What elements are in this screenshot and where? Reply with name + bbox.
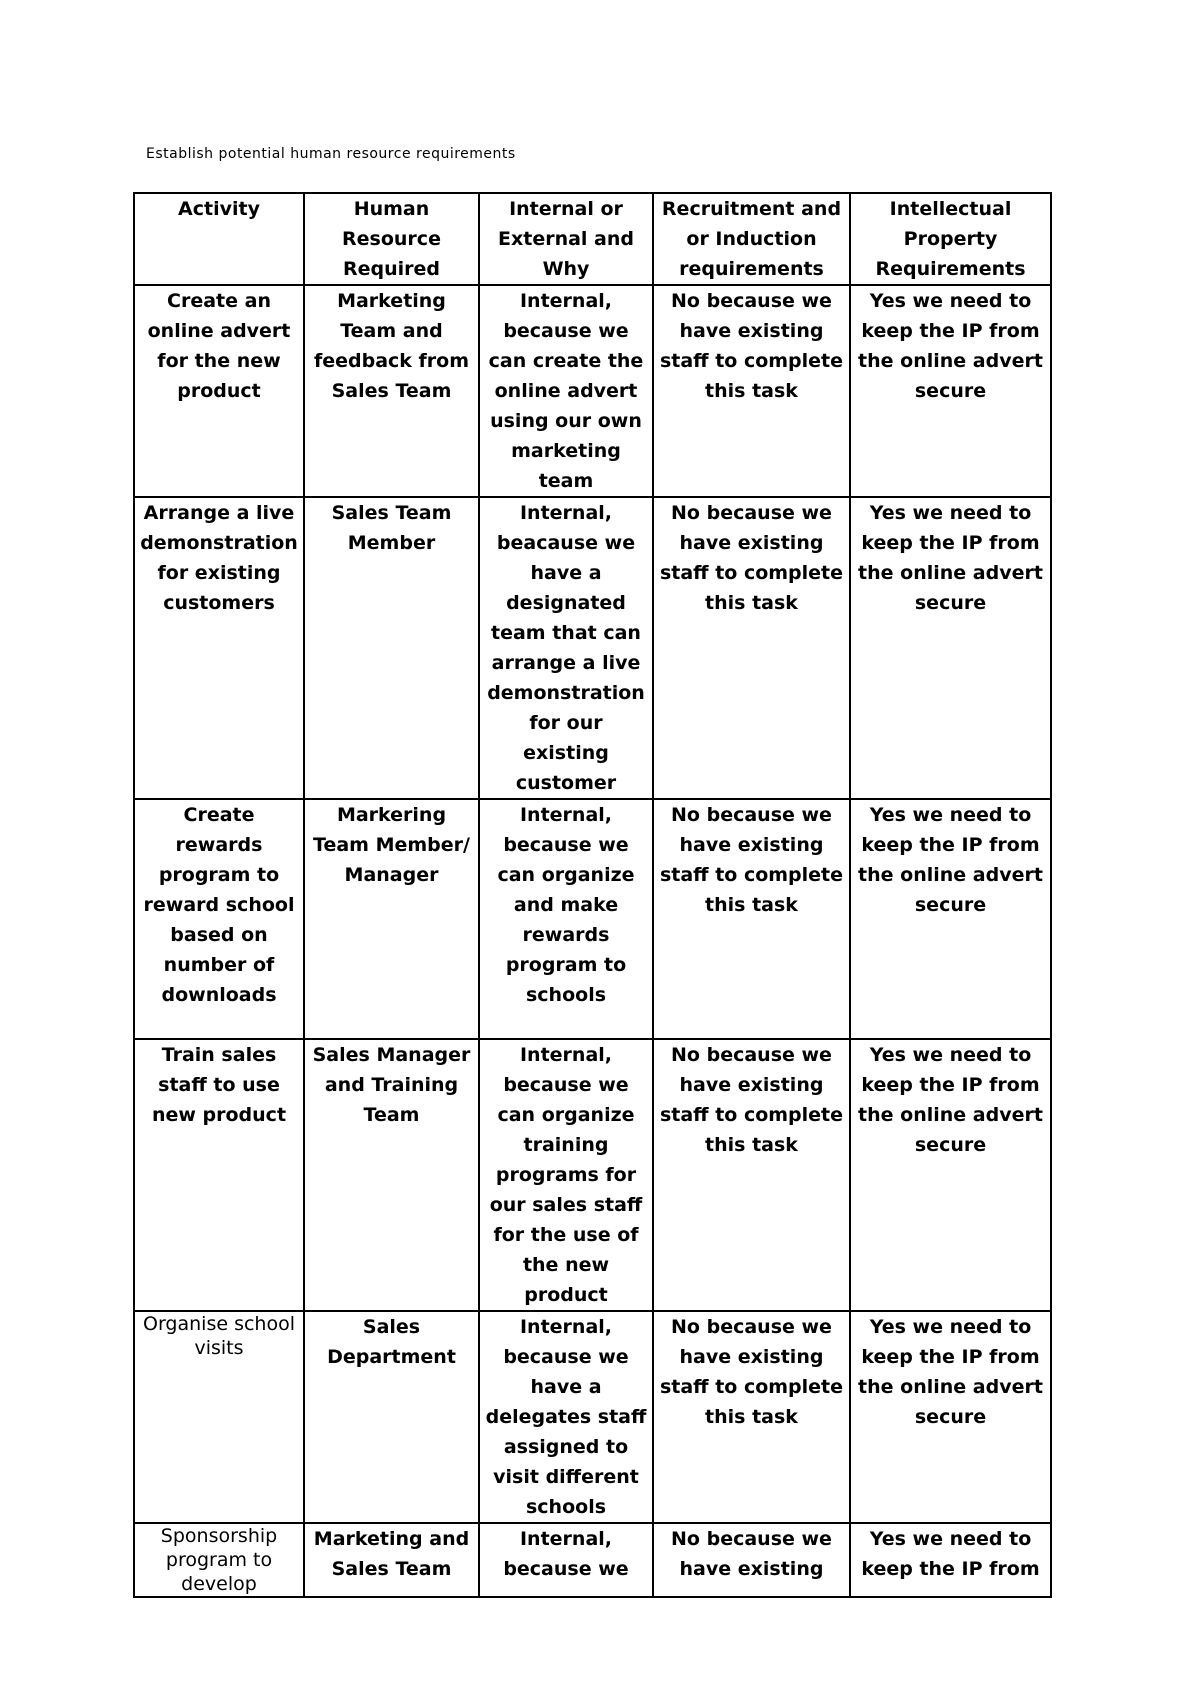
- cell-human-resource: Marketing and Sales Team: [304, 1523, 479, 1597]
- cell-recruitment: No because we have existing: [653, 1523, 850, 1597]
- cell-internal-external: Internal, because we: [479, 1523, 653, 1597]
- cell-intellectual-property: Yes we need to keep the IP from the online advert secure: [850, 799, 1051, 1039]
- cell-internal-external: Internal, because we can organize and make rewards program to schools: [479, 799, 653, 1039]
- cell-recruitment: No because we have existing staff to complete this task: [653, 799, 850, 1039]
- cell-human-resource: Sales Manager and Training Team: [304, 1039, 479, 1311]
- cell-recruitment: No because we have existing staff to complete this task: [653, 497, 850, 799]
- table-row: [134, 285, 1051, 497]
- cell-recruitment: No because we have existing staff to complete this task: [653, 1039, 850, 1311]
- cell-recruitment: No because we have existing staff to complete this task: [653, 285, 850, 497]
- table-row: [134, 497, 1051, 799]
- table-row: [134, 1311, 1051, 1523]
- cell-intellectual-property: Yes we need to keep the IP from: [850, 1523, 1051, 1597]
- table-row: [134, 1039, 1051, 1311]
- table-row: [134, 1523, 1051, 1597]
- cell-intellectual-property: Yes we need to keep the IP from the online advert secure: [850, 1311, 1051, 1523]
- header-activity: Activity: [134, 193, 304, 285]
- cell-intellectual-property: Yes we need to keep the IP from the online advert secure: [850, 285, 1051, 497]
- header-human-resource: Human Resource Required: [304, 193, 479, 285]
- cell-activity: Organise school visits: [134, 1311, 304, 1523]
- hr-requirements-table: [133, 192, 1052, 1598]
- cell-recruitment: No because we have existing staff to complete this task: [653, 1311, 850, 1523]
- cell-human-resource: Marketing Team and feedback from Sales Team: [304, 285, 479, 497]
- header-internal-external: Internal or External and Why: [479, 193, 653, 285]
- cell-activity: Sponsorship program to develop: [134, 1523, 304, 1597]
- cell-intellectual-property: Yes we need to keep the IP from the online advert secure: [850, 1039, 1051, 1311]
- cell-human-resource: Sales Department: [304, 1311, 479, 1523]
- header-recruitment: Recruitment and or Induction requirements: [653, 193, 850, 285]
- cell-internal-external: Internal, because we have a delegates staff assigned to visit different schools: [479, 1311, 653, 1523]
- cell-internal-external: Internal, because we can organize training programs for our sales staff for the use of the new product: [479, 1039, 653, 1311]
- page-heading: Establish potential human resource requirements: [146, 146, 516, 162]
- cell-activity: Train sales staff to use new product: [134, 1039, 304, 1311]
- cell-internal-external: Internal, beacause we have a designated team that can arrange a live demonstration for our existing customer: [479, 497, 653, 799]
- cell-activity: Create an online advert for the new product: [134, 285, 304, 497]
- cell-human-resource: Sales Team Member: [304, 497, 479, 799]
- cell-internal-external: Internal, because we can create the online advert using our own marketing team: [479, 285, 653, 497]
- header-intellectual-property: Intellectual Property Requirements: [850, 193, 1051, 285]
- table-header-row: [134, 193, 1051, 285]
- cell-activity: Arrange a live demonstration for existing customers: [134, 497, 304, 799]
- table-row: [134, 799, 1051, 1039]
- cell-human-resource: Markering Team Member/ Manager: [304, 799, 479, 1039]
- cell-activity: Create rewards program to reward school based on number of downloads: [134, 799, 304, 1039]
- cell-intellectual-property: Yes we need to keep the IP from the online advert secure: [850, 497, 1051, 799]
